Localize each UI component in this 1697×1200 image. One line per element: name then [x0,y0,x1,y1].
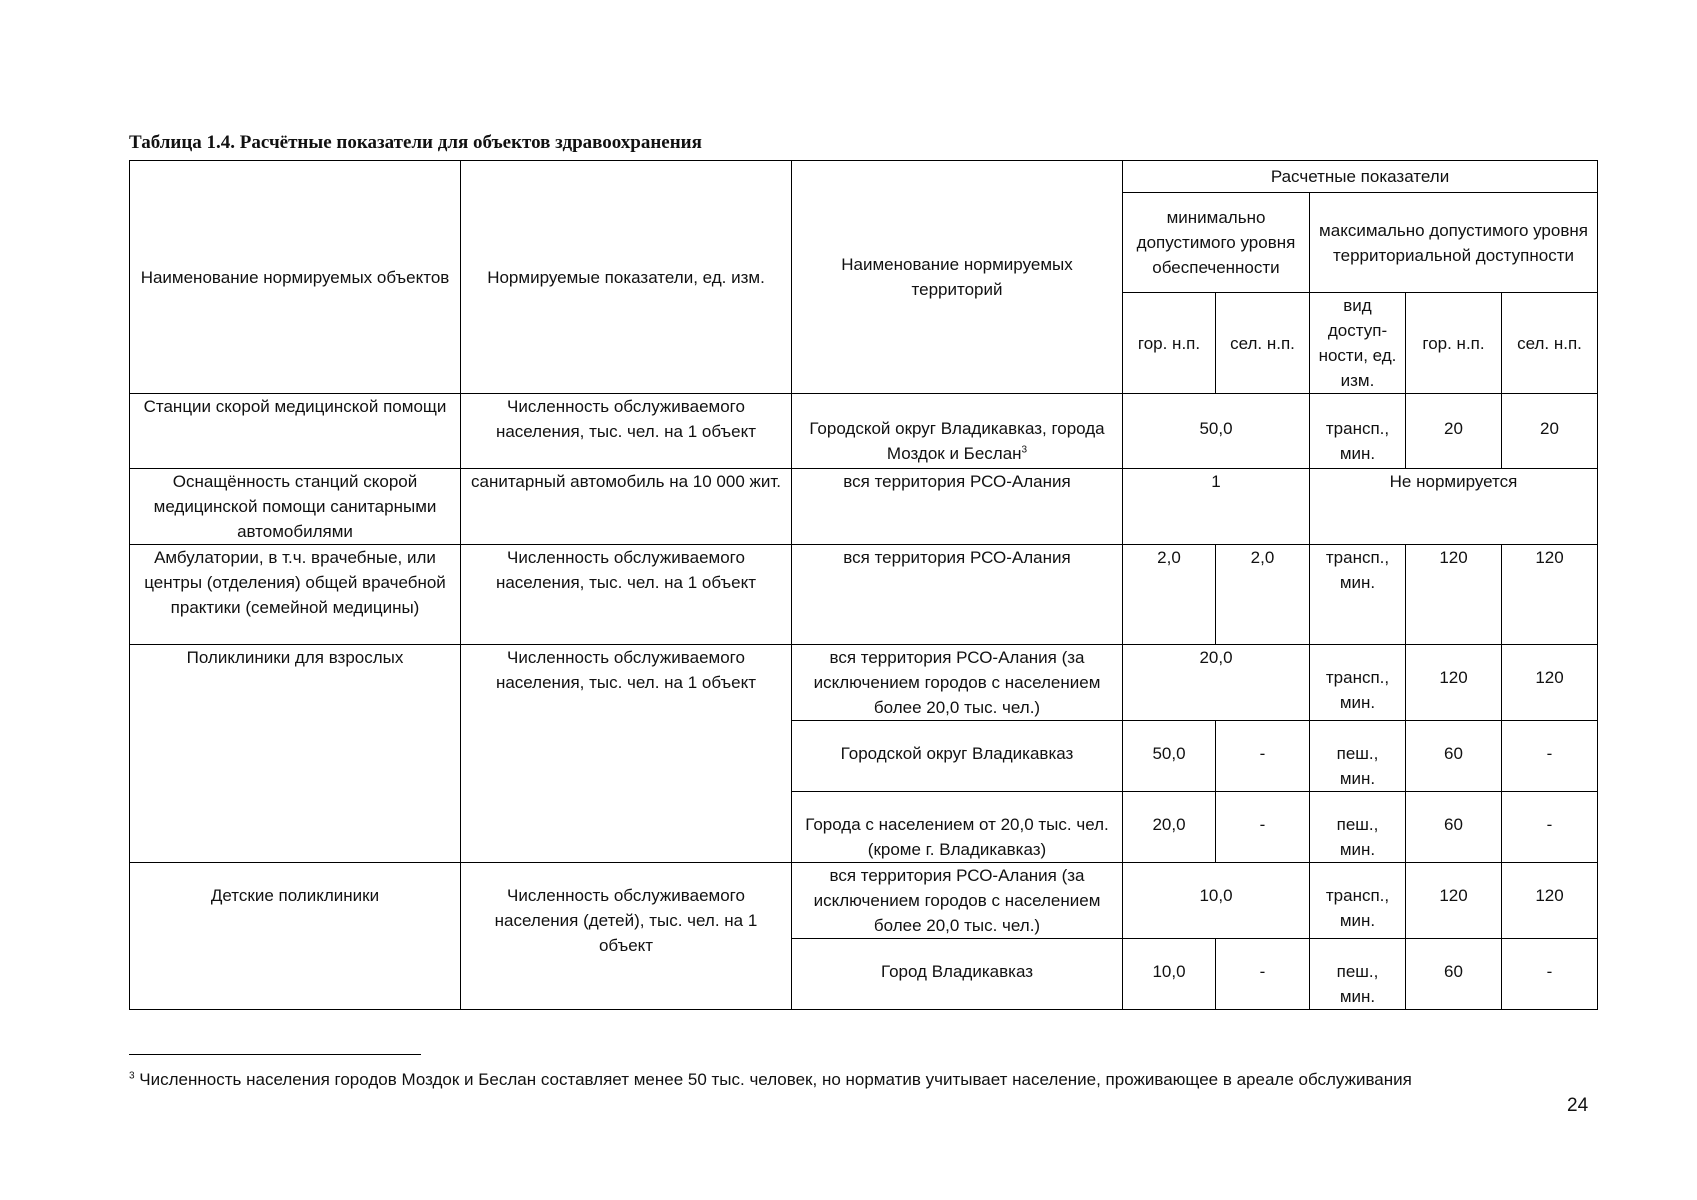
header-rural: сел. н.п. [1216,293,1310,394]
cell-max-rural: - [1502,939,1598,1010]
footnote-ref: 3 [1021,444,1028,456]
footnote-marker: 3 [129,1070,135,1082]
cell-min: 1 [1123,469,1310,545]
cell-indicator: Численность обслуживаемого населения, тыс. чел. на 1 объект [461,545,792,645]
cell-min-rural: - [1216,721,1310,792]
table-row [130,469,1598,545]
cell-territory: Города с населением от 20,0 тыс. чел. (кроме г. Владикавказ) [792,792,1123,863]
territory-text: Городской округ Владикавказ, города Моздок и Беслан [809,419,1105,463]
table-row [130,545,1598,645]
cell-access: трансп., мин. [1310,645,1406,721]
cell-max-urban: 60 [1406,721,1502,792]
cell-access: трансп., мин. [1310,545,1406,645]
cell-indicator: Численность обслуживаемого населения, тыс. чел. на 1 объект [461,394,792,469]
cell-max-rural: 20 [1502,394,1598,469]
table-row [130,394,1598,469]
cell-min-rural: - [1216,792,1310,863]
cell-min-urban: 50,0 [1123,721,1216,792]
header-object-name: Наименование нормируемых объектов [130,161,461,394]
header-access-type: вид доступ-ности, ед. изм. [1310,293,1406,394]
header-max-level: максимально допустимого уровня территориальной доступности [1310,193,1598,293]
table-caption: Таблица 1.4. Расчётные показатели для объектов здравоохранения [129,132,702,153]
cell-max-urban: 120 [1406,645,1502,721]
cell-object: Оснащённость станций скорой медицинской помощи санитарными автомобилями [130,469,461,545]
cell-max-not-normed: Не нормируется [1310,469,1598,545]
cell-min: 20,0 [1123,645,1310,721]
cell-indicator: санитарный автомобиль на 10 000 жит. [461,469,792,545]
cell-max-rural: - [1502,721,1598,792]
footnote [129,1070,1412,1090]
cell-territory: вся территория РСО-Алания [792,545,1123,645]
page-number: 24 [1567,1095,1589,1116]
cell-min-urban: 2,0 [1123,545,1216,645]
cell-access: пеш., мин. [1310,939,1406,1010]
cell-object: Станции скорой медицинской помощи [130,394,461,469]
cell-max-urban: 20 [1406,394,1502,469]
header-indicator: Нормируемые показатели, ед. изм. [461,161,792,394]
cell-min: 10,0 [1123,863,1310,939]
header-urban: гор. н.п. [1123,293,1216,394]
cell-min: 50,0 [1123,394,1310,469]
cell-indicator: Численность обслуживаемого населения (детей), тыс. чел. на 1 объект [461,863,792,1010]
cell-max-rural: 120 [1502,645,1598,721]
cell-max-rural: - [1502,792,1598,863]
cell-object: Амбулатории, в т.ч. врачебные, или центры (отделения) общей врачебной практики (семейной медицины) [130,545,461,645]
cell-max-urban: 60 [1406,939,1502,1010]
cell-min-rural: - [1216,939,1310,1010]
cell-max-rural: 120 [1502,545,1598,645]
header-urban-2: гор. н.п. [1406,293,1502,394]
cell-territory: вся территория РСО-Алания [792,469,1123,545]
cell-access: пеш., мин. [1310,792,1406,863]
header-calc: Расчетные показатели [1123,161,1598,193]
footnote-text: Численность населения городов Моздок и Беслан составляет менее 50 тыс. человек, но норматив учитывает население, проживающее в ареале обслуживания [139,1070,1412,1089]
cell-max-urban: 120 [1406,545,1502,645]
cell-object: Детские поликлиники [130,863,461,1010]
cell-min-urban: 10,0 [1123,939,1216,1010]
cell-territory: Город Владикавказ [792,939,1123,1010]
table-row [130,645,1598,721]
header-rural-2: сел. н.п. [1502,293,1598,394]
header-min-level: минимально допустимого уровня обеспеченности [1123,193,1310,293]
health-facilities-table [129,160,1598,1010]
cell-territory: вся территория РСО-Алания (за исключением городов с населением более 20,0 тыс. чел.) [792,645,1123,721]
cell-max-urban: 120 [1406,863,1502,939]
cell-max-urban: 60 [1406,792,1502,863]
cell-territory [792,394,1123,469]
cell-indicator: Численность обслуживаемого населения, тыс. чел. на 1 объект [461,645,792,863]
cell-access: трансп., мин. [1310,394,1406,469]
cell-max-rural: 120 [1502,863,1598,939]
table-row [130,863,1598,939]
cell-territory: вся территория РСО-Алания (за исключением городов с населением более 20,0 тыс. чел.) [792,863,1123,939]
cell-access: трансп., мин. [1310,863,1406,939]
cell-object: Поликлиники для взрослых [130,645,461,863]
header-territory: Наименование нормируемых территорий [792,161,1123,394]
cell-min-rural: 2,0 [1216,545,1310,645]
cell-access: пеш., мин. [1310,721,1406,792]
cell-min-urban: 20,0 [1123,792,1216,863]
cell-territory: Городской округ Владикавказ [792,721,1123,792]
footnote-separator [129,1054,421,1055]
